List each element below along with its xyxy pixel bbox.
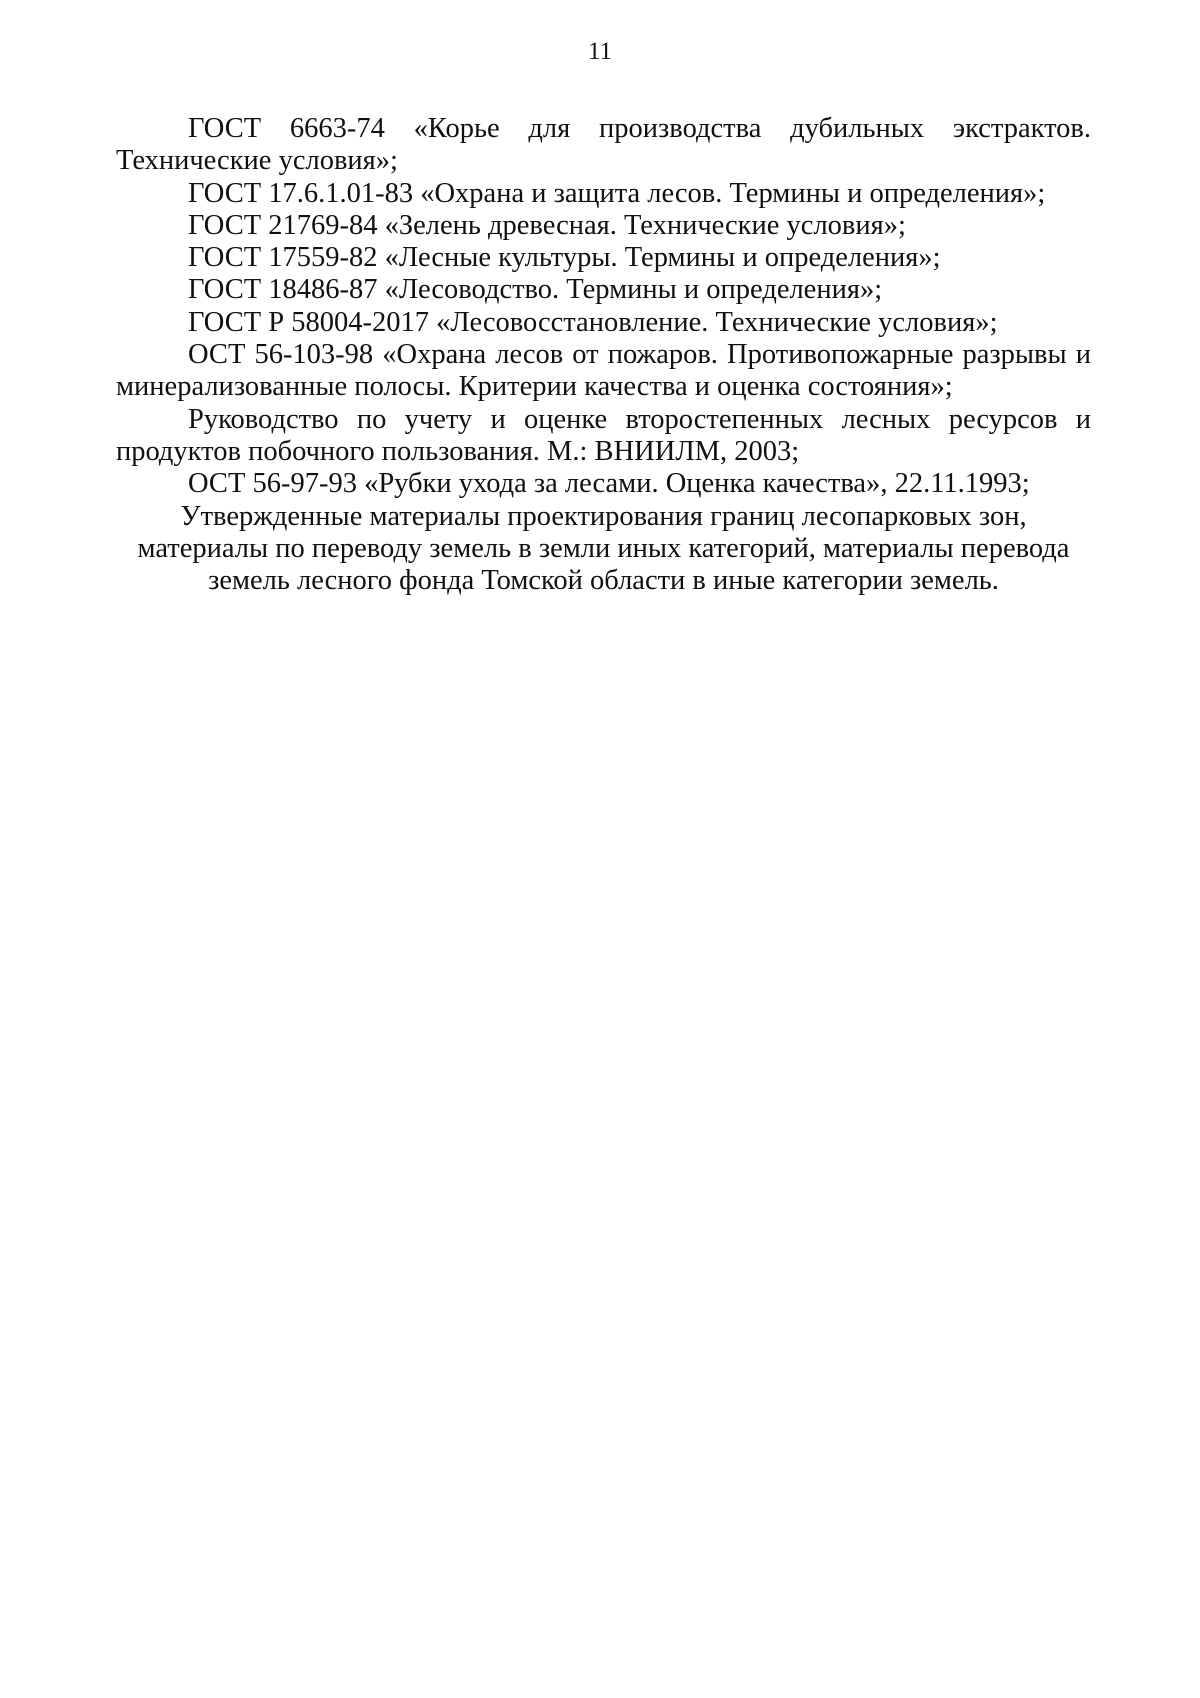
reference-item-vniilm-guide: Руководство по учету и оценке второстепенных лесных ресурсов и продуктов побочного пользования. М.: ВНИИЛМ, 2003; xyxy=(116,403,1091,467)
reference-item-gost-6663-74: ГОСТ 6663-74 «Корье для производства дубильных экстрактов. Технические условия»; xyxy=(116,113,1091,177)
approved-materials-line-1: Утвержденные материалы проектирования границ лесопарковых зон, xyxy=(180,500,1027,532)
approved-materials-paragraph xyxy=(116,501,1091,598)
approved-materials-line-2: материалы по переводу земель в земли иных категорий, материалы перевода xyxy=(137,532,1070,564)
document-body xyxy=(116,113,1091,597)
reference-item-gost-21769-84: ГОСТ 21769-84 «Зелень древесная. Технические условия»; xyxy=(188,209,906,241)
page-number: 11 xyxy=(587,38,613,65)
reference-item-ost-56-97-93: ОСТ 56-97-93 «Рубки ухода за лесами. Оценка качества», 22.11.1993; xyxy=(188,468,1030,500)
reference-item-gost-r-58004-2017: ГОСТ Р 58004-2017 «Лесовосстановление. Технические условия»; xyxy=(188,306,998,338)
reference-item-gost-17-6-1-01-83: ГОСТ 17.6.1.01-83 «Охрана и защита лесов. Термины и определения»; xyxy=(188,177,1046,209)
reference-item-gost-18486-87: ГОСТ 18486-87 «Лесоводство. Термины и определения»; xyxy=(188,274,883,306)
reference-item-gost-17559-82: ГОСТ 17559-82 «Лесные культуры. Термины и определения»; xyxy=(188,242,941,274)
approved-materials-line-3: земель лесного фонда Томской области в иные категории земель. xyxy=(208,565,999,597)
reference-item-ost-56-103-98: ОСТ 56-103-98 «Охрана лесов от пожаров. Противопожарные разрывы и минерализованные полосы. Критерии качества и оценка состояния»; xyxy=(116,339,1091,403)
